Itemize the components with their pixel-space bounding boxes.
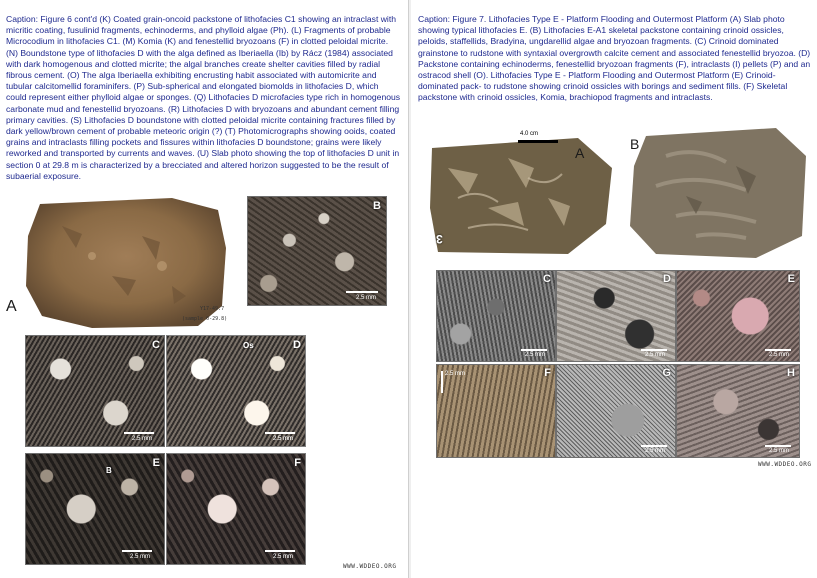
figure-6-caption: Caption: Figure 6 cont'd (K) Coated grain-oncoid packstone of lithofacies C1 showing an intraclast with micritic coating, fusulinid fragments, echinoderms, and phylloid algae (Ph). (L) Fragments of probable Microcodium in lithofacies C1. (M) Komia (K) and fenestellid bryozoans (F) in clotted peloidal micrite. (N) Boundstone type of lithofacies D with the alga defined as Iberiaella (Ib) by Rácz (1984) associated with dark homogenous and clotted micrite; the algal branches create shelter cavities filled by radial fibrous cement. (O) The alga Iberiaella exhibiting encrusting habit associated with automicrite and tubular calcitomellid foraminifers. (P) Sub-spherical and elongated biomolds in lithofacies D, which could represent either phylloid algae or sponges. (Q) Lithofacies D microfacies type rich in homogenous carbonate mud and fenestellid bryozoans. (R) Lithofacies D with bryozoans and abundant cement filling primary cavities. (S) Lithofacies D boundstone with clotted peloidal micrite containing fractures filled by dark yellow/brown cement of probable meteoric origin (?) (T) Photomicrographs showing ooids, coated grains and intraclasts filling pockets and fissures within lithofacies D boundstone; grains were likely reworked and transported by currents and waves. (U) Slab photo showing the top of lithofacies D unit in section 0 at 29.8 m is characterized by a brecciated and altered horizon suggested to be the result of subaerial exposure. xyxy=(6,14,401,181)
scale-text: 2.5 mm xyxy=(644,352,665,358)
micrograph-tag-os: Os xyxy=(243,341,254,350)
slab-photo-b xyxy=(626,126,810,262)
scale-text: 2.5 mm xyxy=(644,448,665,454)
slab-label-a: A xyxy=(6,298,17,315)
scale-text: 2.5 mm xyxy=(129,554,150,560)
scale-text: 2.5 mm xyxy=(272,554,293,560)
slab-a-scale-text: 4.0 cm xyxy=(520,131,539,137)
micrograph-label-d: D xyxy=(663,273,671,285)
slab-photo-a xyxy=(6,196,230,330)
scale-text: 2.5 mm xyxy=(445,371,466,377)
micrograph-c xyxy=(436,270,556,362)
micrograph-label-g: G xyxy=(662,367,671,379)
micrograph-label-e: E xyxy=(787,273,795,285)
scale-text: 2.5 mm xyxy=(768,448,789,454)
slab-a-scale-bar xyxy=(518,140,558,143)
micrograph-e xyxy=(676,270,800,362)
scale-bar xyxy=(765,349,791,351)
scale-bar xyxy=(124,432,154,434)
slab-b-rock-image xyxy=(626,126,810,262)
slab-label-a: A xyxy=(575,145,585,161)
micrograph-label-e: E xyxy=(152,457,160,469)
micrograph-h xyxy=(676,364,800,458)
micrograph-c xyxy=(25,335,165,447)
scale-bar xyxy=(641,445,667,447)
micrograph-label-b: B xyxy=(373,200,381,212)
micrograph-f xyxy=(166,453,306,565)
micrograph-label-c: C xyxy=(152,339,160,351)
micrograph-d xyxy=(166,335,306,447)
scale-bar xyxy=(641,349,667,351)
slab-mark: 3 xyxy=(436,232,443,246)
scale-bar xyxy=(265,432,295,434)
micrograph-label-f: F xyxy=(294,457,301,469)
micrograph-label-d: D xyxy=(293,339,301,351)
scale-text: 2.5 mm xyxy=(524,352,545,358)
slab-a-rock-image xyxy=(428,128,620,258)
scale-text: 2.5 mm xyxy=(131,436,152,442)
scale-bar xyxy=(122,550,152,552)
slab-photo-a xyxy=(428,128,620,258)
slab-sample: (sample 0-29.8) xyxy=(182,316,228,322)
scale-bar xyxy=(765,445,791,447)
scale-bar xyxy=(346,291,378,293)
watermark-text: WWW.WDDEO.ORG xyxy=(758,461,812,468)
scale-text: 2.5 mm xyxy=(768,352,789,358)
micrograph-label-f: F xyxy=(544,367,551,379)
scale-text: 2.5 mm xyxy=(355,295,376,301)
scale-bar xyxy=(441,371,443,393)
figure-7-caption: Caption: Figure 7. Lithofacies Type E - Platform Flooding and Outermost Platform (A) Slab photo showing typical lithofacies E. (B) Lithofacies E-A1 skeletal packstone containing crinoid ossicles, peloids, staffellids, Bradyina, ungdarellid algae and bryozoan fragments. (C) Crinoid dominated grainstone to rudstone with syntaxial overgrowth calcite cement and associated fenestellid bryozoa. (D) Packstone containing echinoderms, fenestellid bryozoan fragments (F), intraclasts (I) pellets (P) and an ostracod shell (O). Lithofacies Type E - Platform Flooding and Outermost Platform (E) Crinoid-dominated pack- to rudstone showing crinoid ossicles with borings and sediment fills. (F) Skeletal packstone with crinoid ossicles, Komia, brachiopod fragments and intraclasts. xyxy=(418,14,811,103)
micrograph-g xyxy=(556,364,676,458)
micrograph-label-c: C xyxy=(543,273,551,285)
micrograph-label-h: H xyxy=(787,367,795,379)
micrograph-d xyxy=(556,270,676,362)
micrograph-f xyxy=(436,364,556,458)
watermark-text: WWW.WDDEO.ORG xyxy=(343,563,397,570)
right-figure-panel xyxy=(410,0,817,578)
slab-note: Y17-49.7 xyxy=(200,306,225,312)
micrograph-e xyxy=(25,453,165,565)
scale-text: 2.5 mm xyxy=(272,436,293,442)
scale-bar xyxy=(521,349,547,351)
scale-bar xyxy=(265,550,295,552)
slab-label-b: B xyxy=(630,136,640,152)
slab-rock-image xyxy=(22,196,230,330)
micrograph-tag-b: B xyxy=(106,466,112,475)
micrograph-b xyxy=(247,196,387,306)
